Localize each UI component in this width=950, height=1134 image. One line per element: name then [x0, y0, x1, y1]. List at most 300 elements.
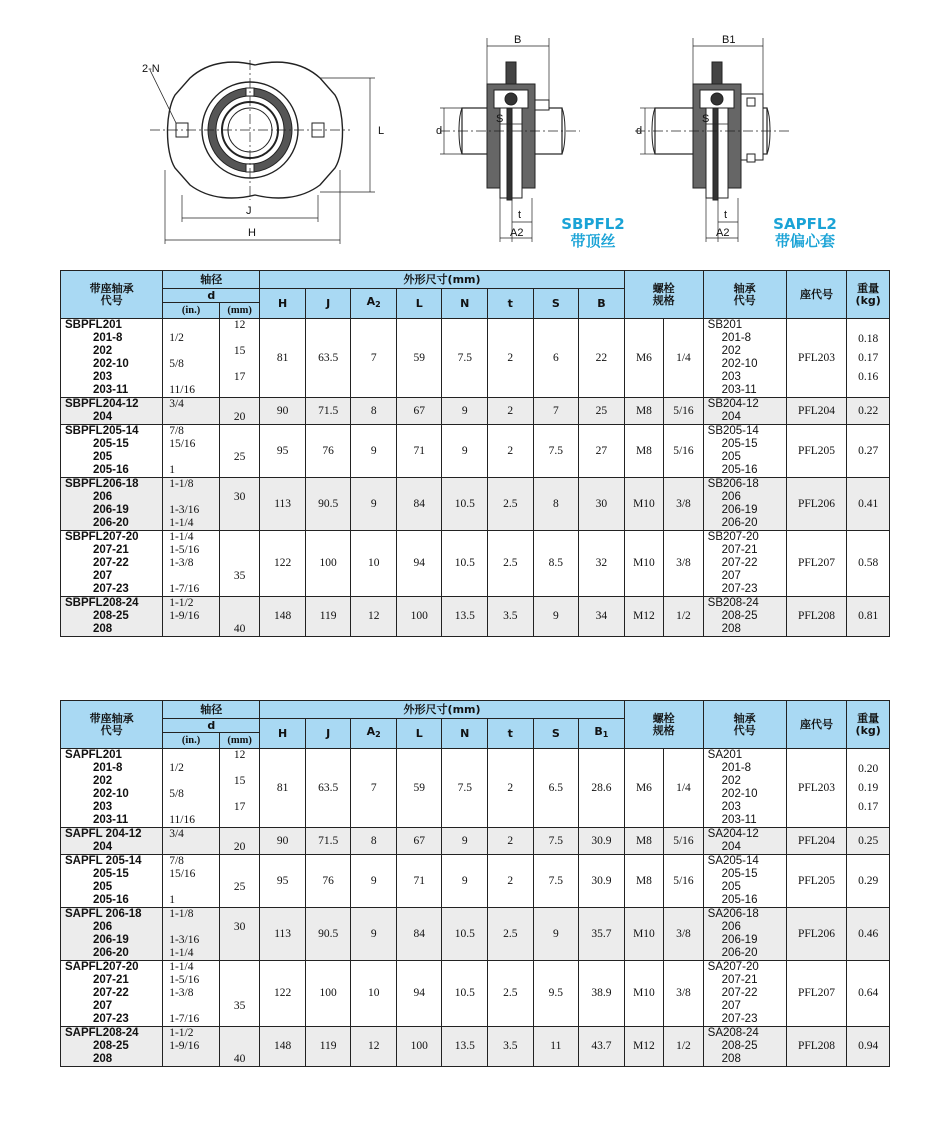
- mm-value: [220, 868, 259, 881]
- model-code: 203: [93, 801, 113, 813]
- model-cell: [61, 855, 163, 908]
- inch-value: [169, 921, 219, 934]
- dim-l: 84: [396, 908, 442, 961]
- model-cell: [61, 597, 163, 637]
- mm-value: 15: [233, 345, 246, 357]
- inch-value: 7/8: [169, 425, 184, 437]
- header-row: [61, 271, 890, 289]
- bearing-cell: [703, 531, 786, 597]
- col-n-header: [442, 719, 488, 749]
- dim-h: 95: [260, 855, 306, 908]
- dim-b: 30.9: [579, 828, 625, 855]
- mm-value: [220, 961, 259, 974]
- col-label: L: [415, 296, 423, 310]
- model-cell: [61, 1027, 163, 1067]
- model-code: 201-8: [93, 762, 123, 774]
- model-code: 202: [93, 775, 113, 787]
- model-code: SAPFL 205-14: [65, 855, 142, 867]
- bolt-inch: 3/8: [664, 908, 703, 961]
- bolt-size: M12: [624, 1027, 663, 1067]
- inch-value: 11/16: [169, 814, 195, 826]
- weight-cell: [847, 855, 890, 908]
- label-s-right: S: [702, 113, 710, 125]
- mm-value: [220, 947, 259, 960]
- model-code: 206-20: [93, 517, 129, 529]
- bearing-code: SA207-20: [707, 961, 759, 973]
- dim-j: 76: [305, 425, 351, 478]
- housing-code: PFL206: [786, 908, 847, 961]
- bolt-size: M10: [624, 478, 663, 531]
- mm-value: 30: [233, 921, 246, 933]
- bearing-code: 205-16: [721, 464, 758, 476]
- inch-cell: [163, 961, 220, 1027]
- col-housing-header: 座代号: [786, 701, 847, 749]
- model-code: 206-20: [93, 947, 129, 959]
- mm-cell: [219, 961, 259, 1027]
- bearing-code: 207-23: [721, 1013, 758, 1025]
- dim-b: 43.7: [579, 1027, 625, 1067]
- inch-value: [169, 749, 219, 762]
- model-code: 202: [93, 345, 113, 357]
- inch-value: 5/8: [169, 788, 184, 800]
- mm-value: 20: [233, 411, 246, 423]
- dim-n: 7.5: [442, 749, 488, 828]
- bearing-code: SA201: [707, 749, 743, 761]
- col-shaft-header: 轴径: [163, 271, 260, 289]
- inch-value: [169, 801, 219, 814]
- col-label: S: [551, 296, 560, 310]
- bearing-code: SA206-18: [707, 908, 759, 920]
- table-row: [61, 531, 890, 597]
- bearing-code: 203-11: [721, 384, 757, 396]
- bearing-code: 202: [721, 345, 741, 357]
- bolt-size: M8: [624, 828, 663, 855]
- dim-b: 30: [579, 478, 625, 531]
- model-code: SAPFL207-20: [65, 961, 139, 973]
- weight-value: 0.41: [858, 497, 879, 510]
- label-l: L: [378, 125, 385, 137]
- mm-value: 30: [233, 491, 246, 503]
- model-code: 204: [93, 841, 113, 853]
- inch-cell: [163, 425, 220, 478]
- housing-code: PFL205: [786, 425, 847, 478]
- inch-value: [169, 841, 219, 854]
- dim-s: 9: [533, 908, 579, 961]
- bearing-cell: [703, 961, 786, 1027]
- col-label: S: [551, 726, 560, 740]
- bearing-code: 205-16: [721, 894, 758, 906]
- mm-value: [220, 1027, 259, 1040]
- dim-t: 2.5: [488, 531, 534, 597]
- weight-value: 0.27: [858, 444, 879, 457]
- col-inch-header: (in.): [163, 303, 220, 319]
- mm-value: [220, 788, 259, 801]
- inch-value: 1-9/16: [169, 610, 200, 622]
- col-j-header: [305, 719, 351, 749]
- col-label: N: [460, 296, 470, 310]
- inch-value: [169, 1053, 219, 1066]
- weight-value: 0.46: [858, 927, 879, 940]
- dim-t: 3.5: [488, 1027, 534, 1067]
- bolt-size: M10: [624, 961, 663, 1027]
- mm-value: [220, 544, 259, 557]
- inch-value: [169, 775, 219, 788]
- label-d-mid: d: [436, 125, 443, 137]
- col-label: J: [326, 296, 331, 310]
- inch-value: [169, 491, 219, 504]
- mm-value: [220, 531, 259, 544]
- col-h-header: [260, 289, 306, 319]
- bearing-code: 203-11: [721, 814, 757, 826]
- mm-value: [220, 934, 259, 947]
- label-a2-right: A2: [716, 227, 730, 239]
- bolt-inch: 5/16: [664, 425, 703, 478]
- col-mm-header: (mm): [219, 733, 259, 749]
- dim-h: 122: [260, 531, 306, 597]
- bearing-cell: [703, 855, 786, 908]
- weight-cell: [847, 908, 890, 961]
- weight-cell: [847, 478, 890, 531]
- col-housing-header: 座代号: [786, 271, 847, 319]
- model-code: 203-11: [93, 384, 129, 396]
- inch-value: [169, 881, 219, 894]
- inch-value: 1-3/8: [169, 987, 194, 999]
- bearing-code: SB206-18: [707, 478, 759, 490]
- bolt-size: M10: [624, 908, 663, 961]
- model-code: SAPFL 206-18: [65, 908, 142, 920]
- dim-s: 9.5: [533, 961, 579, 1027]
- dim-a2: 9: [351, 855, 397, 908]
- weight-value: 0.22: [858, 404, 879, 417]
- caption-sapfl-model: SAPFL2: [773, 215, 837, 233]
- col-label: A: [366, 725, 376, 738]
- mm-cell: [219, 1027, 259, 1067]
- mm-value: [220, 478, 259, 491]
- bolt-size: M10: [624, 531, 663, 597]
- col-label: H: [278, 726, 288, 740]
- bolt-inch: 1/4: [664, 319, 703, 398]
- mm-value: [220, 828, 259, 841]
- bearing-code: 205: [721, 451, 741, 463]
- weight-value: 0.17: [858, 351, 879, 364]
- mm-cell: [219, 908, 259, 961]
- model-code: 205-16: [93, 464, 129, 476]
- mm-value: [220, 332, 259, 345]
- col-h-header: [260, 719, 306, 749]
- model-code: 208-25: [93, 1040, 129, 1052]
- col-model-header: 带座轴承 代号: [61, 701, 163, 749]
- dim-s: 7.5: [533, 425, 579, 478]
- inch-value: 1-1/2: [169, 1027, 194, 1039]
- mm-value: [220, 557, 259, 570]
- mm-value: [220, 504, 259, 517]
- mm-value: [220, 583, 259, 596]
- inch-value: 3/4: [169, 828, 184, 840]
- col-l-header: [396, 719, 442, 749]
- bearing-code: 207-22: [721, 557, 758, 569]
- inch-value: 1/2: [169, 762, 184, 774]
- dim-l: 67: [396, 828, 442, 855]
- dim-s: 7: [533, 398, 579, 425]
- bearing-code: SA204-12: [707, 828, 759, 840]
- mm-value: 25: [233, 451, 246, 463]
- dim-b: 27: [579, 425, 625, 478]
- dim-h: 113: [260, 908, 306, 961]
- inch-value: 1-1/4: [169, 961, 194, 973]
- dim-n: 10.5: [442, 531, 488, 597]
- weight-cell: [847, 597, 890, 637]
- dim-j: 90.5: [305, 478, 351, 531]
- inch-value: [169, 1000, 219, 1013]
- bearing-code: 201-8: [721, 762, 752, 774]
- dim-h: 90: [260, 828, 306, 855]
- housing-code: PFL205: [786, 855, 847, 908]
- inch-value: 1-1/4: [169, 517, 194, 529]
- bolt-inch: 5/16: [664, 855, 703, 908]
- dim-j: 90.5: [305, 908, 351, 961]
- inch-value: 1-7/16: [169, 583, 200, 595]
- bearing-code: 207-21: [721, 974, 758, 986]
- dim-b: 28.6: [579, 749, 625, 828]
- bearing-code: 208-25: [721, 610, 758, 622]
- table-row: [61, 908, 890, 961]
- col-subscript: 1: [602, 730, 609, 739]
- bearing-code: 205-15: [721, 438, 758, 450]
- dim-l: 100: [396, 597, 442, 637]
- dim-h: 81: [260, 319, 306, 398]
- mm-value: [220, 358, 259, 371]
- model-cell: [61, 425, 163, 478]
- mm-cell: [219, 855, 259, 908]
- dim-s: 9: [533, 597, 579, 637]
- bearing-cell: [703, 1027, 786, 1067]
- bearing-code: 204: [721, 411, 741, 423]
- dim-l: 84: [396, 478, 442, 531]
- table-row: [61, 961, 890, 1027]
- bearing-code: 202-10: [721, 788, 758, 800]
- caption-sapfl-desc: 带偏心套: [774, 232, 835, 250]
- bearing-code: SA208-24: [707, 1027, 759, 1039]
- bearing-code: 208: [721, 1053, 741, 1065]
- model-code: 207-23: [93, 1013, 129, 1025]
- col-d-header: d: [163, 719, 260, 733]
- model-code: 203: [93, 371, 113, 383]
- dim-t: 2: [488, 828, 534, 855]
- inch-cell: [163, 398, 220, 425]
- model-code: 208: [93, 1053, 113, 1065]
- table-row: [61, 425, 890, 478]
- dim-l: 59: [396, 749, 442, 828]
- col-dims-header: 外形尺寸(mm): [260, 271, 624, 289]
- dim-a2: 9: [351, 478, 397, 531]
- model-code: 206-19: [93, 934, 129, 946]
- bearing-code: 202-10: [721, 358, 758, 370]
- dim-a2: 12: [351, 1027, 397, 1067]
- bearing-code: SB205-14: [707, 425, 759, 437]
- mm-value: [220, 974, 259, 987]
- model-code: 207-22: [93, 987, 129, 999]
- dim-b: 22: [579, 319, 625, 398]
- dim-s: 8.5: [533, 531, 579, 597]
- model-code: 207-22: [93, 557, 129, 569]
- header-row: [61, 701, 890, 719]
- dim-l: 71: [396, 425, 442, 478]
- dim-h: 148: [260, 1027, 306, 1067]
- label-j: J: [246, 205, 252, 217]
- model-cell: [61, 961, 163, 1027]
- dim-h: 95: [260, 425, 306, 478]
- housing-code: PFL206: [786, 478, 847, 531]
- dim-l: 100: [396, 1027, 442, 1067]
- housing-code: PFL207: [786, 961, 847, 1027]
- mm-cell: [219, 398, 259, 425]
- dim-t: 2: [488, 749, 534, 828]
- weight-value: 0.94: [858, 1040, 879, 1052]
- table-row: [61, 398, 890, 425]
- dim-j: 71.5: [305, 828, 351, 855]
- bolt-inch: 1/2: [664, 597, 703, 637]
- dim-j: 63.5: [305, 319, 351, 398]
- dim-s: 11: [533, 1027, 579, 1067]
- bearing-code: 201-8: [721, 332, 752, 344]
- bolt-inch: 1/2: [664, 1027, 703, 1067]
- bearing-code: SB204-12: [707, 398, 759, 410]
- inch-value: 1-3/8: [169, 557, 194, 569]
- col-t-header: [488, 289, 534, 319]
- mm-value: [220, 597, 259, 610]
- col-label: t: [507, 296, 513, 310]
- bolt-size: M8: [624, 855, 663, 908]
- bearing-code: 206-19: [721, 504, 758, 516]
- dim-j: 100: [305, 961, 351, 1027]
- table-row: [61, 855, 890, 908]
- inch-value: [169, 570, 219, 583]
- weight-value: 0.25: [858, 834, 879, 847]
- dim-n: 9: [442, 398, 488, 425]
- dim-a2: 10: [351, 531, 397, 597]
- mm-value: [220, 762, 259, 775]
- col-t-header: [488, 719, 534, 749]
- mm-value: [220, 464, 259, 477]
- col-label: A: [366, 295, 376, 308]
- bolt-size: M6: [624, 319, 663, 398]
- dim-l: 67: [396, 398, 442, 425]
- bearing-cell: [703, 828, 786, 855]
- inch-value: 1-1/4: [169, 531, 194, 543]
- col-l-header: [396, 289, 442, 319]
- bearing-cell: [703, 398, 786, 425]
- inch-value: [169, 345, 219, 358]
- sapfl-spec-table: [60, 700, 890, 1067]
- model-code: 206: [93, 491, 113, 503]
- dim-n: 9: [442, 855, 488, 908]
- weight-value: 0.17: [858, 800, 879, 813]
- weight-value: 0.20: [858, 762, 879, 775]
- model-code: 205-15: [93, 868, 129, 880]
- model-code: SBPFL206-18: [65, 478, 139, 490]
- caption-sbpfl-desc: 带顶丝: [570, 232, 616, 250]
- bearing-cell: [703, 597, 786, 637]
- mm-cell: [219, 597, 259, 637]
- dim-h: 90: [260, 398, 306, 425]
- inch-value: 1-1/8: [169, 908, 194, 920]
- bearing-cell: [703, 319, 786, 398]
- col-label: B: [597, 296, 606, 310]
- inch-value: [169, 623, 219, 636]
- dim-l: 94: [396, 961, 442, 1027]
- housing-code: PFL207: [786, 531, 847, 597]
- mm-cell: [219, 749, 259, 828]
- model-cell: [61, 398, 163, 425]
- dim-j: 119: [305, 597, 351, 637]
- inch-value: 1-3/16: [169, 934, 200, 946]
- mm-value: 15: [233, 775, 246, 787]
- label-d-right: d: [636, 125, 643, 137]
- mm-value: [220, 1013, 259, 1026]
- model-code: SBPFL205-14: [65, 425, 139, 437]
- inch-cell: [163, 855, 220, 908]
- inch-value: 1-5/16: [169, 544, 200, 556]
- col-mm-header: (mm): [219, 303, 259, 319]
- col-label: t: [507, 726, 513, 740]
- inch-cell: [163, 478, 220, 531]
- model-code: SBPFL208-24: [65, 597, 139, 609]
- mm-value: 12: [233, 319, 246, 331]
- inch-cell: [163, 749, 220, 828]
- caption-sapfl: [760, 216, 850, 250]
- model-cell: [61, 478, 163, 531]
- dim-a2: 8: [351, 398, 397, 425]
- bearing-code: 203: [721, 801, 741, 813]
- dim-t: 2.5: [488, 908, 534, 961]
- col-s-header: [533, 719, 579, 749]
- dim-j: 119: [305, 1027, 351, 1067]
- sbpfl-spec-table: [60, 270, 890, 637]
- dim-h: 122: [260, 961, 306, 1027]
- bolt-inch: 3/8: [664, 478, 703, 531]
- bearing-code: SB208-24: [707, 597, 759, 609]
- model-code: 208: [93, 623, 113, 635]
- bearing-code: 207-21: [721, 544, 758, 556]
- dim-h: 148: [260, 597, 306, 637]
- inch-value: [169, 319, 219, 332]
- mm-value: 25: [233, 881, 246, 893]
- dim-t: 2: [488, 425, 534, 478]
- model-code: 207-23: [93, 583, 129, 595]
- col-d-header: d: [163, 289, 260, 303]
- dim-a2: 10: [351, 961, 397, 1027]
- col-subscript: 2: [375, 300, 381, 309]
- bearing-cell: [703, 749, 786, 828]
- label-s-mid: S: [496, 113, 504, 125]
- housing-code: PFL208: [786, 597, 847, 637]
- model-code: 205: [93, 881, 113, 893]
- dim-b: 34: [579, 597, 625, 637]
- bearing-code: SB207-20: [707, 531, 759, 543]
- weight-value: 0.64: [858, 987, 879, 999]
- col-weight-header: 重量 (kg): [847, 271, 890, 319]
- table-row: [61, 1027, 890, 1067]
- mm-value: [220, 517, 259, 530]
- housing-code: PFL204: [786, 398, 847, 425]
- bearing-code: 206-20: [721, 947, 758, 959]
- table-row: [61, 597, 890, 637]
- inch-value: 1-1/8: [169, 478, 194, 490]
- dim-n: 13.5: [442, 597, 488, 637]
- dim-t: 2.5: [488, 961, 534, 1027]
- bearing-code: 206: [721, 921, 741, 933]
- inch-cell: [163, 531, 220, 597]
